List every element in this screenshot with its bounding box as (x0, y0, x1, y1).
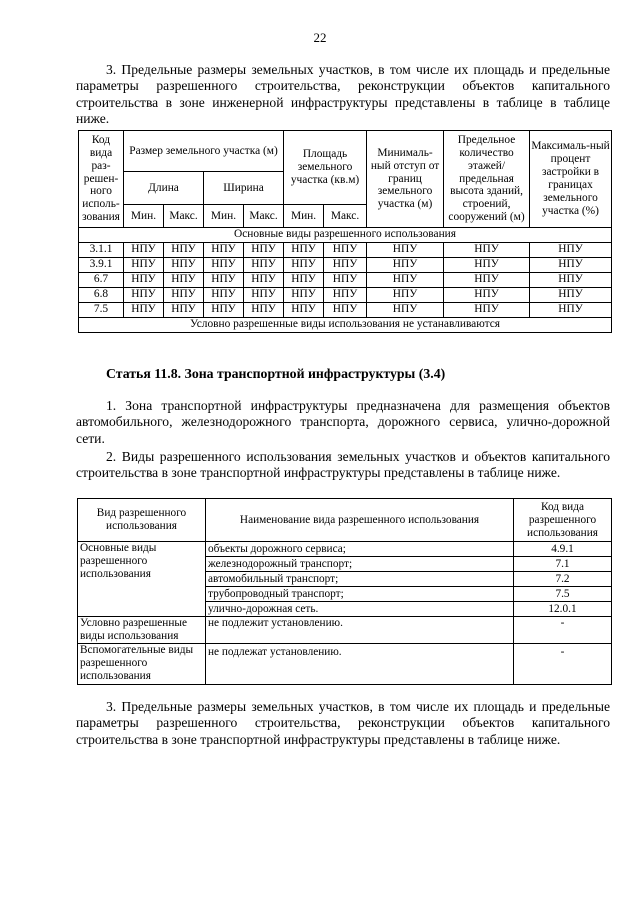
cell-value: НПУ (530, 303, 612, 318)
cell-value: НПУ (444, 303, 530, 318)
cell-value: НПУ (444, 273, 530, 288)
cell-value: НПУ (164, 258, 204, 273)
header-code-line: исполь- (82, 198, 120, 211)
cell-value: НПУ (444, 288, 530, 303)
header-use-type: Вид разрешенного использования (78, 499, 206, 542)
header-max: Макс. (244, 205, 284, 228)
header-min: Мин. (124, 205, 164, 228)
cell-value: НПУ (124, 273, 164, 288)
header-area: Площадь земельного участка (кв.м) (284, 131, 367, 205)
header-use-code: Код вида разрешенного использования (514, 499, 612, 542)
header-max-percent: Максималь-ный процент застройки в границах земельного участка (%) (530, 131, 612, 228)
use-name: не подлежит установлению. (206, 617, 514, 644)
cell-code: 3.9.1 (79, 258, 124, 273)
table-row (78, 644, 612, 685)
header-code-line: Код (91, 133, 111, 146)
group-conditional-uses: Условно разрешенные виды использования (78, 617, 206, 644)
cell-value: НПУ (444, 243, 530, 258)
cell-value: НПУ (324, 258, 367, 273)
header-code-line: зования (82, 211, 120, 224)
cell-value: НПУ (204, 273, 244, 288)
cell-value: НПУ (530, 258, 612, 273)
use-code: 7.2 (514, 572, 612, 587)
paragraph-zone-purpose: 1. Зона транспортной инфраструктуры предназначена для размещения объектов автомобильного, железнодорожного транспорта, дорожного сервиса, улично-дорожной сети. (76, 398, 610, 446)
article-heading: Статья 11.8. Зона транспортной инфраструктуры (3.4) (106, 366, 446, 381)
cell-value: НПУ (244, 273, 284, 288)
cell-value: НПУ (244, 288, 284, 303)
cell-value: НПУ (367, 288, 444, 303)
header-use-name: Наименование вида разрешенного использования (206, 499, 514, 542)
cell-value: НПУ (164, 303, 204, 318)
transport-zone-uses-table (77, 498, 612, 685)
header-max: Макс. (164, 205, 204, 228)
cell-value: НПУ (284, 243, 324, 258)
page-number: 22 (313, 30, 327, 45)
use-code: 4.9.1 (514, 542, 612, 557)
header-code-line: раз- (91, 159, 111, 172)
cell-value: НПУ (367, 243, 444, 258)
cell-value: НПУ (324, 303, 367, 318)
group-auxiliary-uses: Вспомогательные виды разрешенного использования (78, 644, 206, 685)
cell-code: 6.8 (79, 288, 124, 303)
use-name: железнодорожный транспорт; (206, 557, 514, 572)
table-row (78, 617, 612, 644)
group-main-uses: Основные виды разрешенного использования (78, 542, 206, 617)
table-row (79, 243, 612, 258)
cell-value: НПУ (530, 288, 612, 303)
table-row (79, 273, 612, 288)
header-min: Мин. (204, 205, 244, 228)
header-plot-size: Размер земельного участка (м) (124, 131, 284, 172)
cell-value: НПУ (284, 258, 324, 273)
header-code-line: решен- (83, 172, 119, 185)
cell-value: НПУ (530, 273, 612, 288)
cell-value: НПУ (164, 288, 204, 303)
table-row (79, 288, 612, 303)
cell-value: НПУ (367, 258, 444, 273)
header-width: Ширина (204, 172, 284, 205)
cell-value: НПУ (244, 258, 284, 273)
use-name: не подлежат установлению. (206, 644, 514, 685)
conditional-uses-label: Условно разрешенные виды использования не устанавливаются (79, 318, 612, 333)
paragraph-permitted-uses: 2. Виды разрешенного использования земельных участков и объектов капитального строительства в зоне транспортной инфраструктуры представлены в таблице ниже. (76, 449, 610, 481)
cell-value: НПУ (244, 303, 284, 318)
use-name: трубопроводный транспорт; (206, 587, 514, 602)
cell-value: НПУ (444, 258, 530, 273)
cell-value: НПУ (244, 243, 284, 258)
cell-value: НПУ (324, 288, 367, 303)
use-code: - (514, 644, 612, 685)
header-floors-height: Предельное количество этажей/ предельная высота зданий, строений, сооружений (м) (444, 131, 530, 228)
cell-value: НПУ (124, 288, 164, 303)
cell-code: 3.1.1 (79, 243, 124, 258)
cell-value: НПУ (204, 243, 244, 258)
use-name: объекты дорожного сервиса; (206, 542, 514, 557)
cell-value: НПУ (284, 288, 324, 303)
use-code: - (514, 617, 612, 644)
table-row (79, 303, 612, 318)
cell-value: НПУ (204, 288, 244, 303)
cell-value: НПУ (367, 273, 444, 288)
header-min-offset: Минималь-ный отступ от границ земельного участка (м) (367, 131, 444, 228)
cell-value: НПУ (324, 273, 367, 288)
paragraph-transport-limits: 3. Предельные размеры земельных участков, в том числе их площадь и предельные параметры разрешенного строительства, реконструкции объектов капитального строительства в зоне транспортной инфраструктуры представлены в таблице ниже. (76, 699, 610, 747)
header-code (79, 131, 124, 228)
cell-value: НПУ (324, 243, 367, 258)
cell-value: НПУ (164, 243, 204, 258)
cell-value: НПУ (284, 273, 324, 288)
cell-value: НПУ (204, 303, 244, 318)
use-name: улично-дорожная сеть. (206, 602, 514, 617)
cell-value: НПУ (124, 258, 164, 273)
engineering-zone-parameters-table (78, 130, 612, 333)
cell-value: НПУ (367, 303, 444, 318)
header-min: Мин. (284, 205, 324, 228)
cell-value: НПУ (204, 258, 244, 273)
paragraph-engineering-limits: 3. Предельные размеры земельных участков, в том числе их площадь и предельные параметры разрешенного строительства, реконструкции объектов капитального строительства в зоне инженерной инфраструктуры представлены в таблице в таблице ниже. (76, 62, 610, 127)
cell-value: НПУ (284, 303, 324, 318)
use-code: 7.1 (514, 557, 612, 572)
cell-code: 7.5 (79, 303, 124, 318)
cell-value: НПУ (124, 303, 164, 318)
use-code: 7.5 (514, 587, 612, 602)
table-row (79, 258, 612, 273)
cell-value: НПУ (164, 273, 204, 288)
use-code: 12.0.1 (514, 602, 612, 617)
header-code-line: ного (90, 185, 112, 198)
cell-code: 6.7 (79, 273, 124, 288)
table-row (78, 542, 612, 557)
use-name: автомобильный транспорт; (206, 572, 514, 587)
main-uses-label: Основные виды разрешенного использования (79, 228, 612, 243)
header-max: Макс. (324, 205, 367, 228)
cell-value: НПУ (530, 243, 612, 258)
cell-value: НПУ (124, 243, 164, 258)
header-length: Длина (124, 172, 204, 205)
header-code-line: вида (89, 146, 113, 159)
